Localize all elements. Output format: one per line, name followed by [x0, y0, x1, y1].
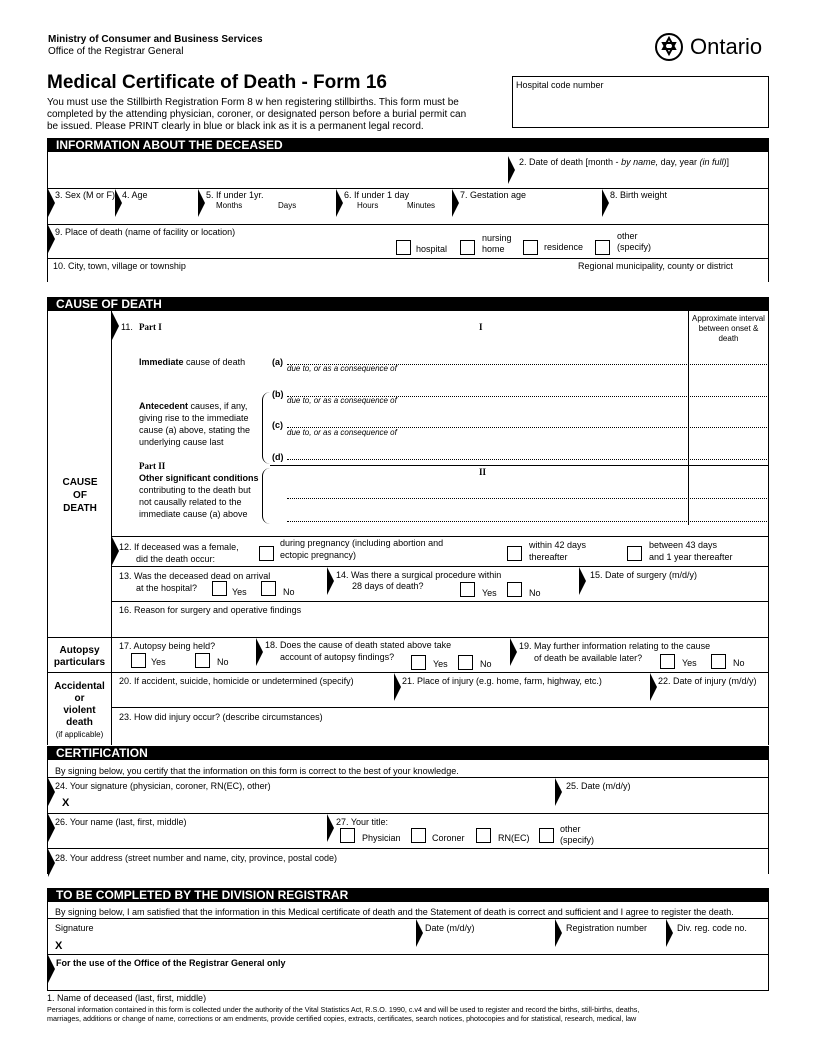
q18-no: No	[480, 659, 492, 669]
q27-label: 27. Your title:	[336, 817, 389, 827]
q14-no: No	[529, 588, 541, 598]
autopsy-side-1: Autopsy	[59, 645, 100, 656]
q26-label[interactable]: 26. Your name (last, first, middle)	[55, 817, 187, 827]
between43-1: between 43 days	[649, 540, 718, 550]
name-of-deceased-label[interactable]: 1. Name of deceased (last, first, middle)	[47, 993, 207, 1003]
under-1day-label[interactable]: 6. If under 1 day	[344, 190, 410, 200]
due-to-c: due to, or as a consequence of	[287, 428, 397, 437]
date-of-death-label[interactable]: 2. Date of death [month - by name, day, year (in full)]	[519, 157, 730, 167]
ministry-name: Ministry of Consumer and Business Services	[48, 34, 263, 45]
coroner-checkbox[interactable]	[411, 828, 426, 843]
other-sig-desc-3: immediate cause (a) above	[139, 509, 248, 519]
surgery-yes-checkbox[interactable]	[460, 582, 475, 597]
rnec-checkbox[interactable]	[476, 828, 491, 843]
q13-line-2: at the hospital?	[136, 583, 198, 593]
q13-yes: Yes	[232, 587, 247, 597]
section-certification-bar: CERTIFICATION	[47, 746, 769, 760]
antecedent-line-2: giving rise to the immediate	[139, 413, 249, 423]
q28-label[interactable]: 28. Your address (street number and name, city, province, postal code)	[55, 853, 337, 863]
under-1yr-label[interactable]: 5. If under 1yr.	[206, 190, 264, 200]
other-option-label: other	[617, 231, 638, 241]
during-pregnancy-checkbox[interactable]	[259, 546, 274, 561]
q16-label[interactable]: 16. Reason for surgery and operative findings	[119, 605, 302, 615]
signature-x[interactable]: X	[62, 797, 70, 809]
line-b-marker: (b)	[272, 389, 284, 399]
residence-option-label: residence	[544, 242, 584, 252]
q14-line-1: 14. Was there a surgical procedure within	[336, 570, 502, 580]
cert-statement: By signing below, you certify that the information on this form is correct to the best of your knowledge.	[55, 766, 459, 776]
part1-center: I	[479, 322, 483, 332]
antecedent-line-4: underlying cause last	[139, 437, 224, 447]
intro-line-2: completed by the attending physician, coroner, or designated person before a burial permit can	[47, 109, 467, 120]
org-use-label: For the use of the Office of the Registrar General only	[56, 958, 286, 968]
minutes-label: Minutes	[407, 201, 436, 210]
between-43-days-checkbox[interactable]	[627, 546, 642, 561]
line-c-marker: (c)	[272, 420, 283, 430]
arrow-marker	[508, 156, 515, 184]
within42-2: thereafter	[529, 552, 568, 562]
other-sig-desc-2: not causally related to the	[139, 497, 242, 507]
part2-center: II	[479, 467, 487, 477]
other-title-label: other	[560, 824, 581, 834]
section-deceased-bar: INFORMATION ABOUT THE DECEASED	[47, 138, 769, 152]
registrar-signature-label: Signature	[55, 923, 94, 933]
age-field-label[interactable]: 4. Age	[122, 190, 148, 200]
office-name: Office of the Registrar General	[48, 46, 184, 57]
accidental-side-4: death	[66, 717, 93, 728]
ontario-logo	[654, 32, 684, 67]
hospital-code-field[interactable]	[512, 76, 769, 128]
privacy-line-2: marriages, additions or change of name, corrections or am endments, provide certified copies, extracts, certificates, search notices, photocopies and for statistical, research, medical, law	[47, 1014, 637, 1023]
trillium-icon	[654, 32, 684, 62]
place-of-death-label[interactable]: 9. Place of death (name of facility or location)	[55, 227, 236, 237]
cause-side-1: CAUSE	[62, 477, 98, 488]
intro-line-1: You must use the Stillbirth Registration Form 8 w hen registering stillbirths. This form must be	[47, 97, 459, 108]
during-preg-2: ectopic pregnancy)	[280, 550, 357, 560]
hours-label: Hours	[357, 201, 379, 210]
immediate-label: Immediate cause of death	[139, 357, 246, 367]
part2-line-2[interactable]	[287, 521, 767, 522]
interval-2: between onset &	[698, 324, 759, 333]
privacy-line-1: Personal information contained in this form is collected under the authority of the Vital Statistics Act, R.S.O. 1990, c.v4 and will be used to register and record the births, still-births, deaths,	[47, 1005, 640, 1014]
further-info-no-checkbox[interactable]	[711, 654, 726, 669]
gestation-label[interactable]: 7. Gestation age	[460, 190, 527, 200]
q18-line-2: account of autopsy findings?	[280, 652, 395, 662]
q13-no: No	[283, 587, 295, 597]
q20-label[interactable]: 20. If accident, suicide, homicide or undetermined (specify)	[119, 676, 354, 686]
q22-label[interactable]: 22. Date of injury (m/d/y)	[658, 676, 757, 686]
part1-number: 11.	[121, 322, 133, 332]
registrar-date-label[interactable]: Date (m/d/y)	[425, 923, 475, 933]
hospital-checkbox[interactable]	[396, 240, 411, 255]
accidental-side-3: violent	[63, 705, 96, 716]
registrar-statement: By signing below, I am satisfied that the information in this Medical certificate of death and the Statement of death is correct and sufficient and I agree to register the death.	[55, 907, 734, 917]
other-sig-label: Other significant conditions	[139, 473, 259, 483]
part1-label: Part I	[139, 322, 162, 332]
line-d-marker: (d)	[272, 452, 284, 462]
hospital-option-label: hospital	[416, 244, 448, 254]
specify-option-label: (specify)	[617, 242, 652, 252]
physician-label: Physician	[362, 833, 401, 843]
q17-label: 17. Autopsy being held?	[119, 641, 216, 651]
residence-checkbox[interactable]	[523, 240, 538, 255]
days-label: Days	[278, 201, 297, 210]
part2-label: Part II	[139, 461, 166, 471]
surgery-no-checkbox[interactable]	[507, 582, 522, 597]
div-code-label[interactable]: Div. reg. code no.	[677, 923, 747, 933]
q18-line-1: 18. Does the cause of death stated above take	[265, 640, 452, 650]
intro-line-3: be issued. Please PRINT clearly in blue or black ink as it is a permanent legal record.	[47, 121, 424, 132]
accidental-side-1: Accidental	[54, 681, 105, 692]
q18-yes: Yes	[433, 659, 448, 669]
ontario-wordmark: Ontario	[690, 34, 763, 59]
during-preg-1: during pregnancy (including abortion and	[280, 538, 444, 548]
sex-field-label[interactable]: 3. Sex (M or F)	[55, 190, 116, 200]
section-cause-bar: CAUSE OF DEATH	[47, 297, 769, 311]
accidental-side-2: or	[74, 693, 85, 704]
section-registrar-bar: TO BE COMPLETED BY THE DIVISION REGISTRAR	[47, 888, 769, 902]
within42-1: within 42 days	[529, 540, 587, 550]
doa-no-checkbox[interactable]	[261, 581, 276, 596]
q19-line-1: 19. May further information relating to the cause	[519, 641, 711, 651]
findings-no-checkbox[interactable]	[458, 655, 473, 670]
city-label[interactable]: 10. City, town, village or township	[53, 261, 186, 271]
q13-line-1: 13. Was the deceased dead on arrival	[119, 571, 271, 581]
coroner-label: Coroner	[432, 833, 465, 843]
other-title-checkbox[interactable]	[539, 828, 554, 843]
registration-number-label[interactable]: Registration number	[566, 923, 648, 933]
registrar-signature-x[interactable]: X	[55, 940, 63, 952]
further-info-yes-checkbox[interactable]	[660, 654, 675, 669]
home-label: home	[482, 244, 505, 254]
hospital-code-label: Hospital code number	[516, 80, 604, 90]
q23-label[interactable]: 23. How did injury occur? (describe circumstances)	[119, 712, 323, 722]
brace-part2	[262, 468, 271, 524]
antecedent-line-1: Antecedent causes, if any,	[139, 401, 248, 411]
regional-label[interactable]: Regional municipality, county or district	[578, 261, 733, 271]
autopsy-yes-checkbox[interactable]	[131, 653, 146, 668]
other-sig-desc-1: contributing to the death but	[139, 485, 251, 495]
nursing-home-checkbox[interactable]	[460, 240, 475, 255]
form-title: Medical Certificate of Death - Form 16	[47, 72, 387, 93]
physician-checkbox[interactable]	[340, 828, 355, 843]
line-d-input[interactable]	[287, 459, 767, 460]
interval-3: death	[718, 334, 739, 343]
cause-side-3: DEATH	[63, 503, 97, 514]
autopsy-no-checkbox[interactable]	[195, 653, 210, 668]
q12-line-2: did the death occur:	[136, 554, 216, 564]
nursing-label: nursing	[482, 233, 512, 243]
q19-yes: Yes	[682, 658, 697, 668]
due-to-a: due to, or as a consequence of	[287, 364, 397, 373]
autopsy-side-2: particulars	[53, 657, 106, 668]
part2-line-1[interactable]	[287, 498, 767, 499]
line-a-marker: (a)	[272, 357, 283, 367]
rnec-label: RN(EC)	[498, 833, 530, 843]
q19-line-2: of death be available later?	[534, 653, 643, 663]
other-place-checkbox[interactable]	[595, 240, 610, 255]
between43-2: and 1 year thereafter	[649, 552, 733, 562]
q15-label[interactable]: 15. Date of surgery (m/d/y)	[590, 570, 698, 580]
q12-line-1: 12. If deceased was a female,	[119, 542, 239, 552]
q19-no: No	[733, 658, 745, 668]
months-label: Months	[216, 201, 243, 210]
interval-1: Approximate interval	[692, 314, 765, 323]
within-42-days-checkbox[interactable]	[507, 546, 522, 561]
q17-yes: Yes	[151, 657, 166, 667]
q24-label: 24. Your signature (physician, coroner, RN(EC), other)	[55, 781, 271, 791]
findings-yes-checkbox[interactable]	[411, 655, 426, 670]
specify-title-label: (specify)	[560, 835, 595, 845]
birth-weight-label[interactable]: 8. Birth weight	[610, 190, 668, 200]
q25-label[interactable]: 25. Date (m/d/y)	[566, 781, 631, 791]
accidental-side-note: (if applicable)	[55, 730, 104, 739]
q14-yes: Yes	[482, 588, 497, 598]
cause-side-2: OF	[73, 490, 87, 501]
q21-label[interactable]: 21. Place of injury (e.g. home, farm, highway, etc.)	[402, 676, 602, 686]
q17-no: No	[217, 657, 229, 667]
brace-antecedent	[262, 392, 271, 464]
antecedent-line-3: cause (a) above, stating the	[139, 425, 251, 435]
due-to-b: due to, or as a consequence of	[287, 396, 397, 405]
q14-line-2: 28 days of death?	[352, 581, 424, 591]
doa-yes-checkbox[interactable]	[212, 581, 227, 596]
